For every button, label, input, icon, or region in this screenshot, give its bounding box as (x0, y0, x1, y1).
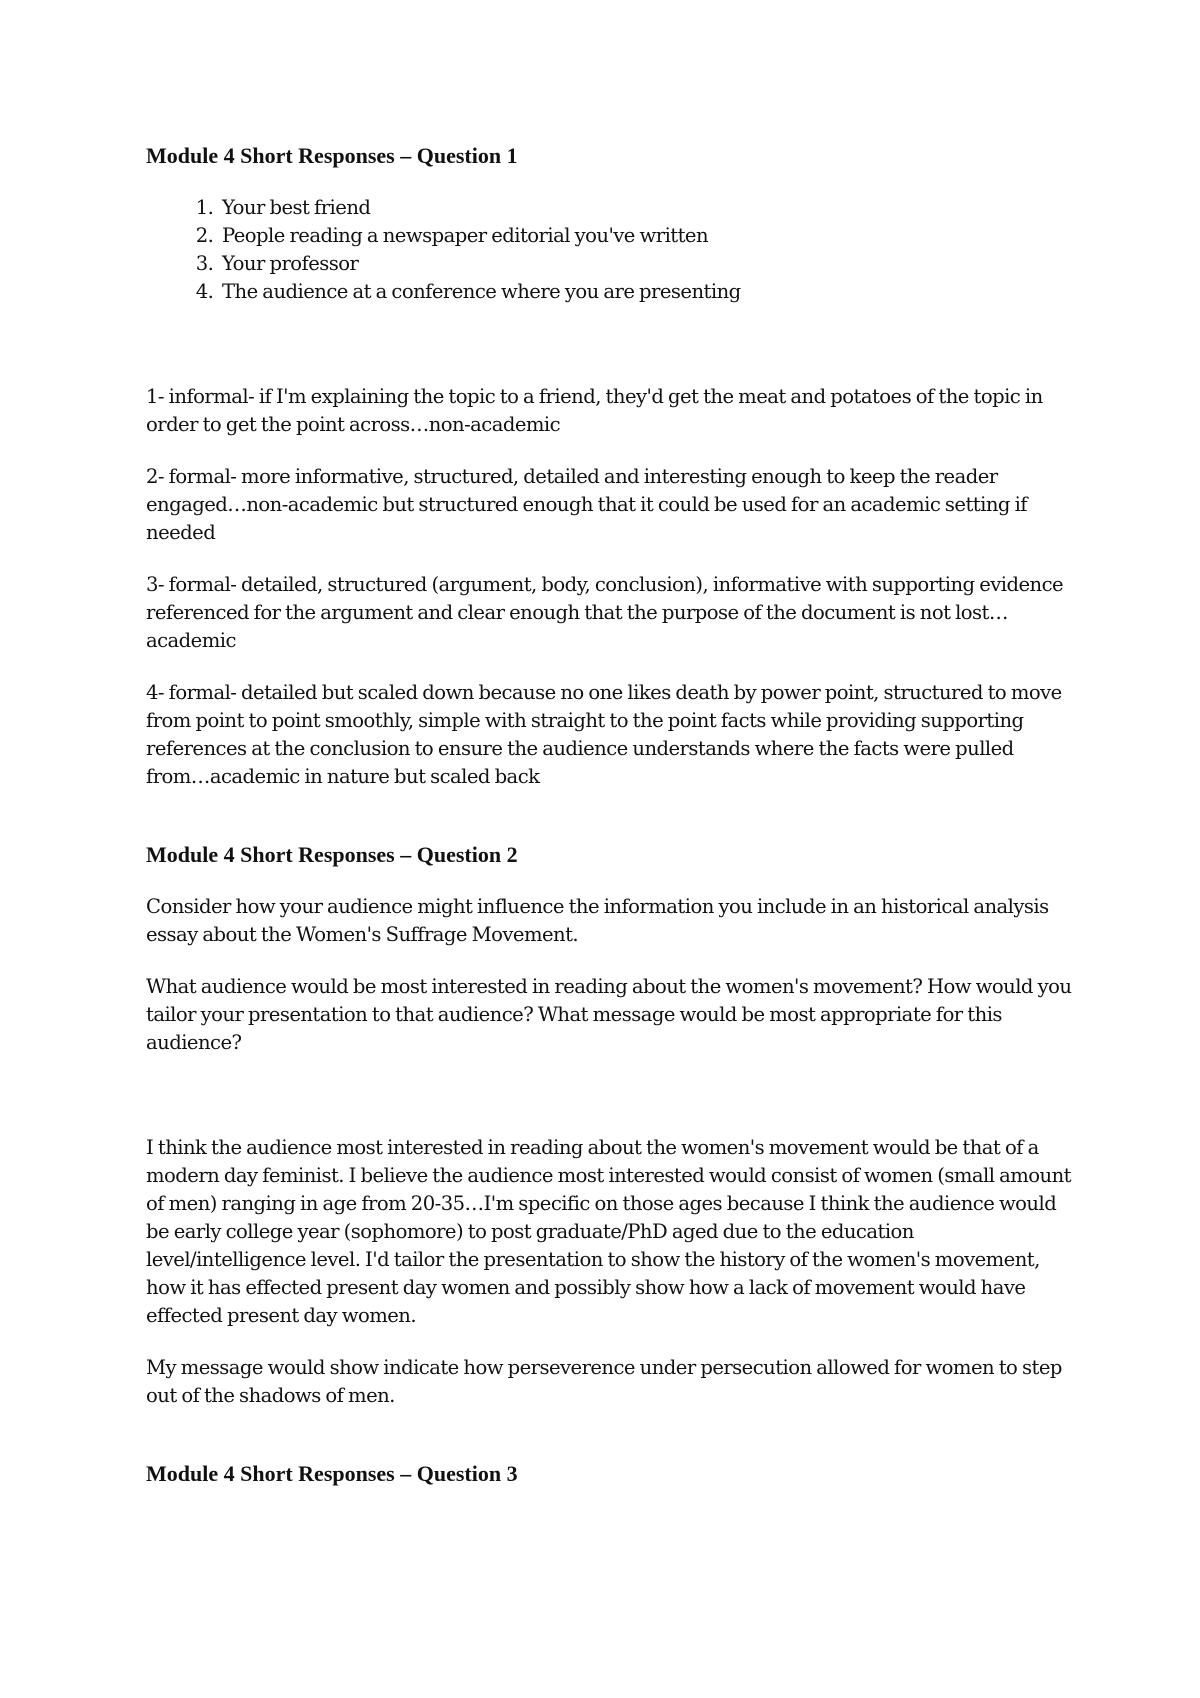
q3-heading: Module 4 Short Responses – Question 3 (146, 1461, 518, 1486)
audience-list (146, 194, 1076, 306)
list-item: 4. The audience at a conference where you are presenting (218, 278, 1076, 306)
list-item: 1. Your best friend (218, 194, 1076, 222)
list-item: 3. Your professor (218, 250, 1076, 278)
q2-prompt-1: Consider how your audience might influence the information you include in an historical analysis essay about the Women's Suffrage Movement. (146, 895, 1049, 946)
q1-answer-1: 1- informal- if I'm explaining the topic to a friend, they'd get the meat and potatoes of the topic in order to get the point across…non-academic (146, 385, 1043, 436)
q2-answer-1: I think the audience most interested in reading about the women's movement would be that of a modern day feminist. I believe the audience most interested would consist of women (small amount of men) ranging in age from 20-35…I'm specific on those ages because I think the audience would be early college year (sophomore) to post graduate/PhD aged due to the education level/intelligence level. I'd tailor the presentation to show the history of the women's movement, how it has effected present day women and possibly show how a lack of movement would have effected present day women. (146, 1136, 1071, 1327)
q1-heading: Module 4 Short Responses – Question 1 (146, 143, 518, 168)
q1-answer-3: 3- formal- detailed, structured (argument, body, conclusion), informative with supporting evidence referenced for the argument and clear enough that the purpose of the document is not lost…academic (146, 573, 1064, 652)
list-item: 2. People reading a newspaper editorial you've written (218, 222, 1076, 250)
document-page (146, 142, 1076, 1488)
q2-heading: Module 4 Short Responses – Question 2 (146, 842, 518, 867)
q1-answer-4: 4- formal- detailed but scaled down because no one likes death by power point, structured to move from point to point smoothly, simple with straight to the point facts while providing supporting references at the conclusion to ensure the audience understands where the facts were pulled from…academic in nature but scaled back (146, 681, 1062, 788)
q2-prompt-2: What audience would be most interested in reading about the women's movement? How would you tailor your presentation to that audience? What message would be most appropriate for this audience? (146, 975, 1072, 1054)
q1-answer-2: 2- formal- more informative, structured, detailed and interesting enough to keep the reader engaged…non-academic but structured enough that it could be used for an academic setting if needed (146, 465, 1027, 544)
q2-answer-2: My message would show indicate how perseverence under persecution allowed for women to step out of the shadows of men. (146, 1356, 1062, 1407)
